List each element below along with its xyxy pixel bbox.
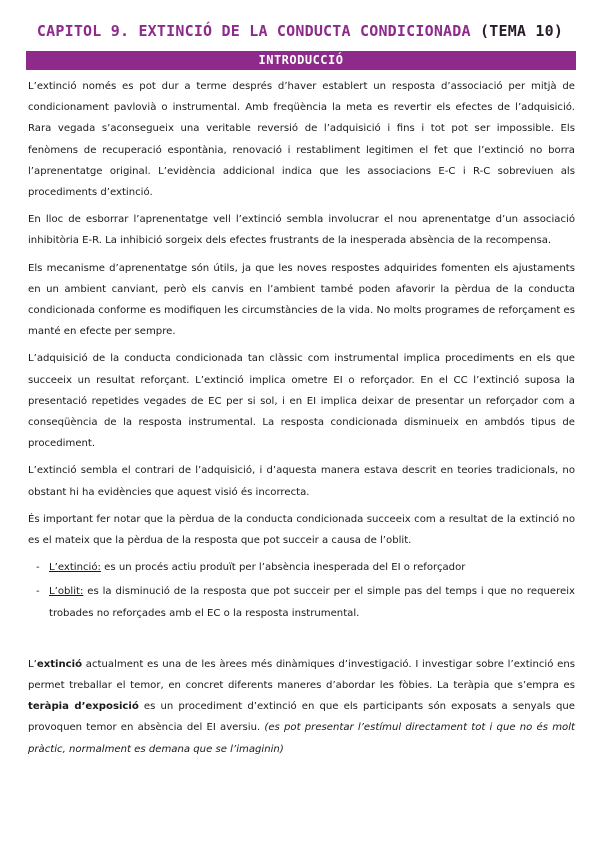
list-item-extincio xyxy=(28,557,575,578)
p7-pre: L’ xyxy=(28,658,37,670)
section-heading: INTRODUCCIÓ xyxy=(258,53,344,67)
p7-mid: actualment es una de les àrees més dinàmiques d’investigació. I investigar sobre l’extinció ens permet treballar el temor, en concret diferents maneres d’abordar les fòbies. La teràpia que s’empra es xyxy=(28,658,575,692)
paragraph-3: Els mecanisme d’aprenentatge són útils, ja que les noves respostes adquirides fomenten els ajustaments en un ambient canviant, però els canvis en l’ambient també poden afavorir la pèrdua de la conducta condicionada conforme es modifiquen les circumstàncies de la vida. No molts programes de reforçament es manté en efecte per sempre. xyxy=(28,262,575,338)
paragraph-4: L’adquisició de la conducta condicionada tan clàssic com instrumental implica procediments en els que succeeix un resultat reforçant. L’extinció implica ometre EI o reforçador. En el CC l’extinció suposa la presentació repetides vegades de EC per si sol, i en EI implica deixar de presentar un reforçador com a conseqüència de la resposta instrumental. La resposta condicionada disminueix en ambdós tipus de procediment. xyxy=(28,353,575,450)
p7-term-extincio: extinció xyxy=(36,658,83,670)
chapter-title: CAPITOL 9. EXTINCIÓ DE LA CONDUCTA CONDICIONADA xyxy=(36,22,471,40)
page-title xyxy=(0,22,600,40)
document-body xyxy=(28,76,575,766)
paragraph-2: En lloc de esborrar l’aprenentatge vell l’extinció sembla involucrar el nou aprenentatge d’un associació inhibitòria E-R. La inhibició sorgeix dels efectes frustrants de la inesperada absència de la recompensa. xyxy=(28,214,575,247)
term-extincio: L’extinció: xyxy=(49,562,101,574)
spacer xyxy=(28,630,575,654)
definition-oblit: es la disminució de la resposta que pot succeir per el simple pas del temps i que no requereix trobades no reforçades amb el EC o la resposta instrumental. xyxy=(49,586,575,619)
list-dash: - xyxy=(36,562,40,574)
list-dash: - xyxy=(36,586,40,598)
list-item-oblit xyxy=(28,581,575,623)
definition-list xyxy=(28,557,575,624)
paragraph-6: És important fer notar que la pèrdua de la conducta condicionada succeeix com a resultat de la extinció no es el mateix que la pèrdua de la resposta que pot succeir a causa de l’oblit. xyxy=(28,513,575,547)
definition-extincio: es un procés actiu produït per l’absència inesperada del EI o reforçador xyxy=(100,562,466,574)
term-oblit: L’oblit: xyxy=(49,586,84,598)
section-heading-banner xyxy=(26,51,576,70)
paragraph-5: L’extinció sembla el contrari de l’adquisició, i d’aquesta manera estava descrit en teories tradicionals, no obstant hi ha evidències que aquest visió és incorrecta. xyxy=(28,465,575,498)
p7-post: es un procediment d’extinció en que els participants són exposats a senyals que provoquen temor en absència del EI aversiu. xyxy=(28,701,575,734)
p7-note: (es pot presentar l’estímul directament tot i que no és molt pràctic, normalment es demana que se l’imaginin) xyxy=(28,722,575,755)
p7-term-terapia: teràpia d’exposició xyxy=(28,701,139,713)
paragraph-7 xyxy=(28,654,575,760)
chapter-tema: (TEMA 10) xyxy=(480,22,564,40)
paragraph-1: L’extinció només es pot dur a terme després d’haver establert un resposta d’associació per mitjà de condicionament pavlovià o instrumental. Amb freqüència la meta es revertir els efectes de l’adquisició. Rara vegada s’aconsegueix una veritable reversió de l’adquisició i fins i tot pot ser impossible. Els fenòmens de recuperació espontània, renovació i restabliment legitimen el fet que l’extinció no borra l’aprenentatge original. L’evidència addicional indica que les associacions E-C i R-C sobreviuen als procediments d’extinció. xyxy=(28,81,575,199)
